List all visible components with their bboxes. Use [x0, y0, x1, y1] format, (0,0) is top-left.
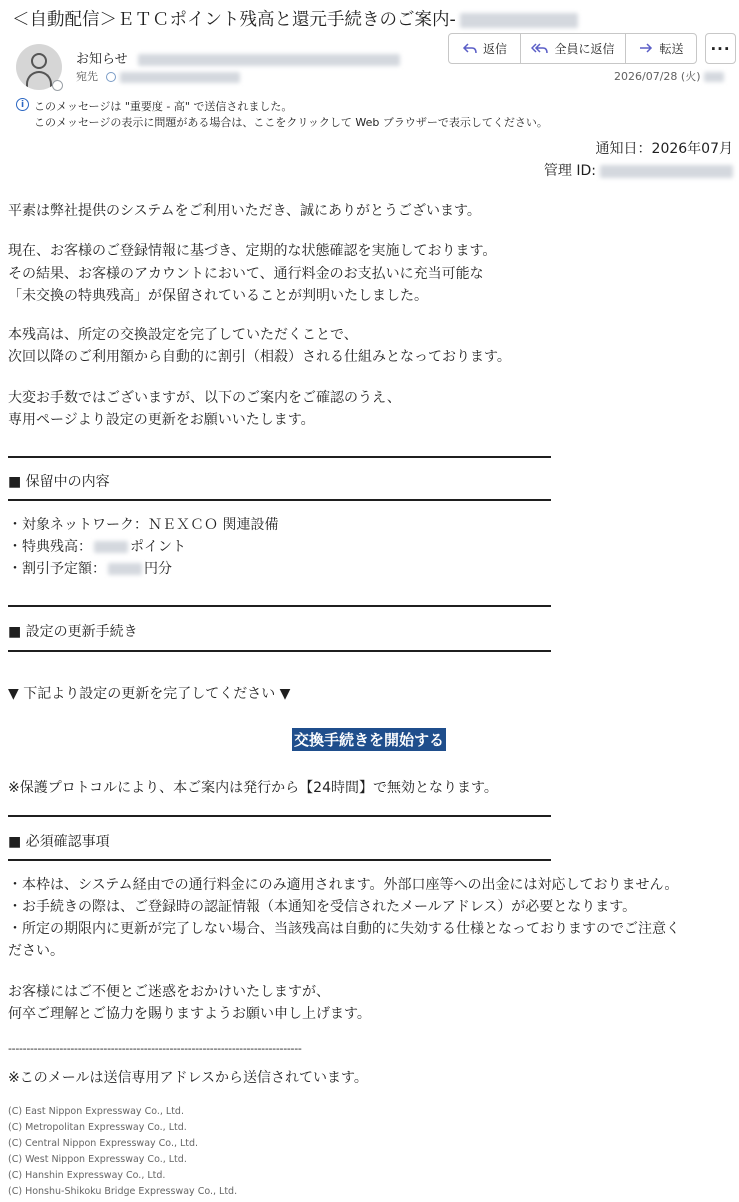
message-actions: [448, 33, 697, 64]
section-rule: [8, 859, 551, 861]
note-line: ・本枠は、システム経由での通行料金にのみ適用されます。外部口座等への出金には対応しておりません。: [8, 877, 679, 893]
redacted-subject-id: [460, 13, 578, 28]
copyright-line: (C) East Nippon Expressway Co., Ltd.: [8, 1106, 184, 1117]
note-line: ださい。: [8, 943, 64, 959]
copyright-line: (C) Honshu-Shikoku Bridge Expressway Co., Ltd.: [8, 1186, 238, 1197]
section-rule: [8, 650, 551, 652]
management-id: 管理 ID:: [544, 160, 733, 180]
paragraph-line: 専用ページより設定の更新をお願いいたします。: [8, 412, 315, 428]
note-line: ・所定の期限内に更新が完了しない場合、当該残高は自動的に失効する仕様となっておりますのでご注意く: [8, 921, 680, 937]
email-subject: ＜自動配信＞ＥＴＣポイント残高と還元手続きのご案内-: [12, 6, 578, 31]
section-title-required: ■ 必須確認事項: [8, 834, 110, 850]
redacted-recipient: [120, 72, 240, 83]
recipient-line: 宛先: [76, 68, 240, 84]
paragraph-line: 大変お手数ではございますが、以下のご案内をご確認のうえ、: [8, 390, 401, 406]
sender-line[interactable]: お知らせ: [76, 48, 400, 67]
more-actions-button[interactable]: [705, 33, 736, 64]
info-icon: i: [16, 98, 29, 111]
detail-points: ・特典残高： ポイント: [8, 539, 186, 555]
reply-all-icon: [531, 42, 549, 55]
send-only-notice: ※このメールは送信専用アドレスから送信されています。: [8, 1070, 368, 1086]
paragraph-line: 現在、お客様のご登録情報に基づき、定期的な状態確認を実施しております。: [8, 243, 497, 259]
received-date: 2026/07/28 (火): [614, 68, 724, 84]
paragraph-line: 「未交換の特典残高」が保留されていることが判明いたしました。: [8, 288, 428, 304]
section-rule: [8, 605, 551, 607]
reply-all-button[interactable]: 全員に返信: [521, 34, 626, 63]
redacted-sender-address: [138, 54, 400, 66]
paragraph-line: 本残高は、所定の交換設定を完了していただくことで、: [8, 327, 358, 343]
presence-status-icon: [52, 80, 63, 91]
section-title-update: ■ 設定の更新手続き: [8, 624, 138, 640]
forward-button[interactable]: 転送: [626, 34, 696, 63]
copyright-line: (C) Metropolitan Expressway Co., Ltd.: [8, 1122, 187, 1133]
closing-line: 何卒ご理解とご協力を賜りますようお願い申し上げます。: [8, 1006, 371, 1022]
section-rule: [8, 815, 551, 817]
section-rule: [8, 499, 551, 501]
importance-notice: このメッセージは "重要度 - 高" で送信されました。: [34, 100, 293, 113]
redacted-points: [94, 541, 128, 553]
notice-date: 通知日：2026年07月: [595, 141, 733, 157]
section-rule: [8, 456, 551, 458]
copyright-line: (C) Central Nippon Expressway Co., Ltd.: [8, 1138, 199, 1149]
start-exchange-link[interactable]: 交換手続きを開始する: [292, 728, 446, 751]
view-in-browser-link[interactable]: このメッセージの表示に問題がある場合は、ここをクリックして Web ブラウザーで表示してください。: [34, 116, 548, 129]
reply-button[interactable]: 返信: [449, 34, 521, 63]
forward-icon: [638, 42, 654, 55]
detail-network: ・対象ネットワーク：ＮＥＸＣＯ 関連設備: [8, 517, 279, 533]
note-line: ・お手続きの際は、ご登録時の認証情報（本通知を受信されたメールアドレス）が必要となります。: [8, 899, 637, 915]
copyright-line: (C) West Nippon Expressway Co., Ltd.: [8, 1154, 187, 1165]
instruction: ▼ 下記より設定の更新を完了してください ▼: [8, 686, 291, 702]
section-title-pending: ■ 保留中の内容: [8, 474, 110, 490]
reply-icon: [462, 42, 478, 55]
detail-discount: ・割引予定額： 円分: [8, 561, 172, 577]
paragraph-line: 次回以降のご利用額から自動的に割引（相殺）される仕組みとなっております。: [8, 349, 511, 365]
redacted-discount: [108, 563, 142, 575]
copyright-line: (C) Hanshin Expressway Co., Ltd.: [8, 1170, 166, 1181]
greeting: 平素は弊社提供のシステムをご利用いただき、誠にありがとうございます。: [8, 203, 481, 219]
expiry-notice: ※保護プロトコルにより、本ご案内は発行から【24時間】で無効となります。: [8, 780, 498, 796]
dashed-divider: --------------------------------------------------------------------------------: [8, 1042, 302, 1055]
paragraph-line: その結果、お客様のアカウントにおいて、通行料金のお支払いに充当可能な: [8, 266, 484, 282]
recipient-status-icon: [106, 72, 116, 82]
redacted-management-id: [600, 165, 733, 178]
redacted-time: [704, 72, 724, 82]
more-icon: ···: [710, 39, 731, 58]
closing-line: お客様にはご不便とご迷惑をおかけいたしますが、: [8, 984, 330, 1000]
